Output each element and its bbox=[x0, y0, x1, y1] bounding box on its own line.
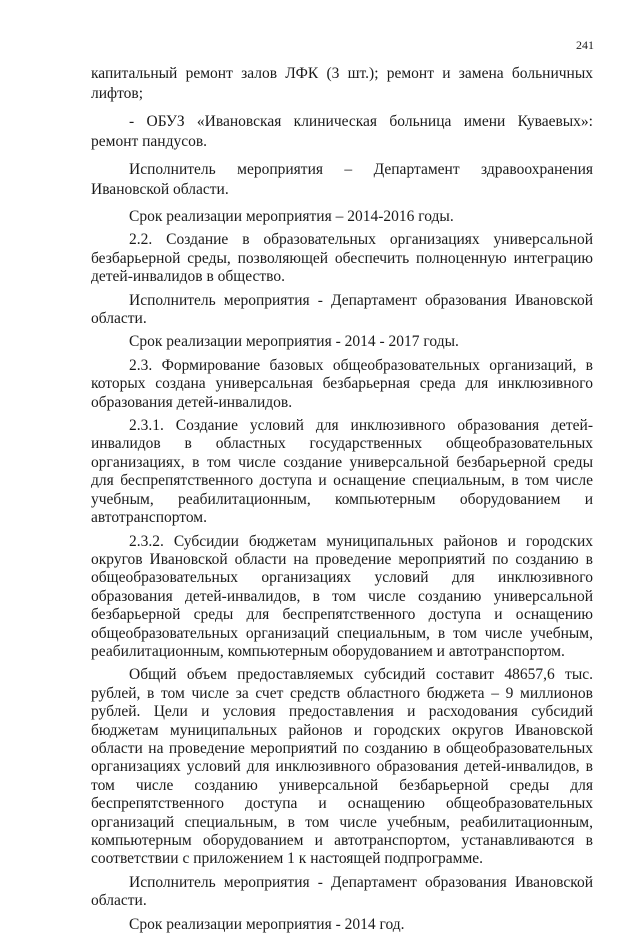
paragraph-2-3-1: 2.3.1. Создание условий для инклюзивного образования детей-инвалидов в областных государственных общеобразовательных организациях, в том числе создание универсальной безбарьерной среды для беспрепятственного доступа и оснащение специальным, в том числе учебным, реабилитационным, компьютерным оборудованием и автотранспортом. bbox=[91, 417, 593, 527]
page-number: 241 bbox=[576, 38, 594, 52]
paragraph-2-3: 2.3. Формирование базовых общеобразовательных организаций, в которых создана универсальная безбарьерная среда для инклюзивного образования детей-инвалидов. bbox=[91, 356, 593, 411]
paragraph-executor-education-2: Исполнитель мероприятия - Департамент образования Ивановской области. bbox=[91, 873, 593, 910]
paragraph-term-2014: Срок реализации мероприятия - 2014 год. bbox=[129, 915, 405, 933]
paragraph-2-2: 2.2. Создание в образовательных организациях универсальной безбарьерной среды, позволяющей обеспечить полноценную интеграцию детей-инвалидов в общество. bbox=[91, 231, 593, 286]
paragraph-term-2014-2016: Срок реализации мероприятия – 2014-2016 годы. bbox=[129, 208, 454, 225]
paragraph-2-3-2: 2.3.2. Субсидии бюджетам муниципальных районов и городских округов Ивановской области на проведение мероприятий по созданию в общеобразовательных организациях условий для инклюзивного образования детей-инвалидов, в том числе созданию универсальной безбарьерной среды для беспрепятственного доступа и оснащению общеобразовательных организаций специальным, в том числе учебным, реабилитационным, компьютерным оборудованием и автотранспортом. bbox=[91, 532, 593, 660]
paragraph-term-2014-2017: Срок реализации мероприятия - 2014 - 2017 годы. bbox=[129, 333, 459, 351]
document-body bbox=[91, 64, 593, 934]
paragraph-repair-lfk: капитальный ремонт залов ЛФК (3 шт.); ремонт и замена больничных лифтов; bbox=[91, 65, 593, 102]
paragraph-executor-health: Исполнитель мероприятия – Департамент здравоохранения Ивановской области. bbox=[91, 161, 593, 198]
paragraph-kuvaevy-hospital: - ОБУЗ «Ивановская клиническая больница имени Куваевых»: ремонт пандусов. bbox=[91, 113, 593, 150]
paragraph-executor-education-1: Исполнитель мероприятия - Департамент образования Ивановской области. bbox=[91, 291, 593, 328]
paragraph-subsidy-volume: Общий объем предоставляемых субсидий составит 48657,6 тыс. рублей, в том числе за счет средств областного бюджета – 9 миллионов рублей. Цели и условия предоставления и расходования субсидий бюджетам муниципальных районов и городских округов Ивановской области на проведение мероприятий по созданию в общеобразовательных организациях условий для инклюзивного образования детей-инвалидов, в том числе созданию универсальной безбарьерной среды для беспрепятственного доступа и оснащению общеобразовательных организаций специальным, в том числе учебным, реабилитационным, компьютерным оборудованием и автотранспортом, устанавливаются в соответствии с приложением 1 к настоящей подпрограмме. bbox=[91, 666, 593, 868]
